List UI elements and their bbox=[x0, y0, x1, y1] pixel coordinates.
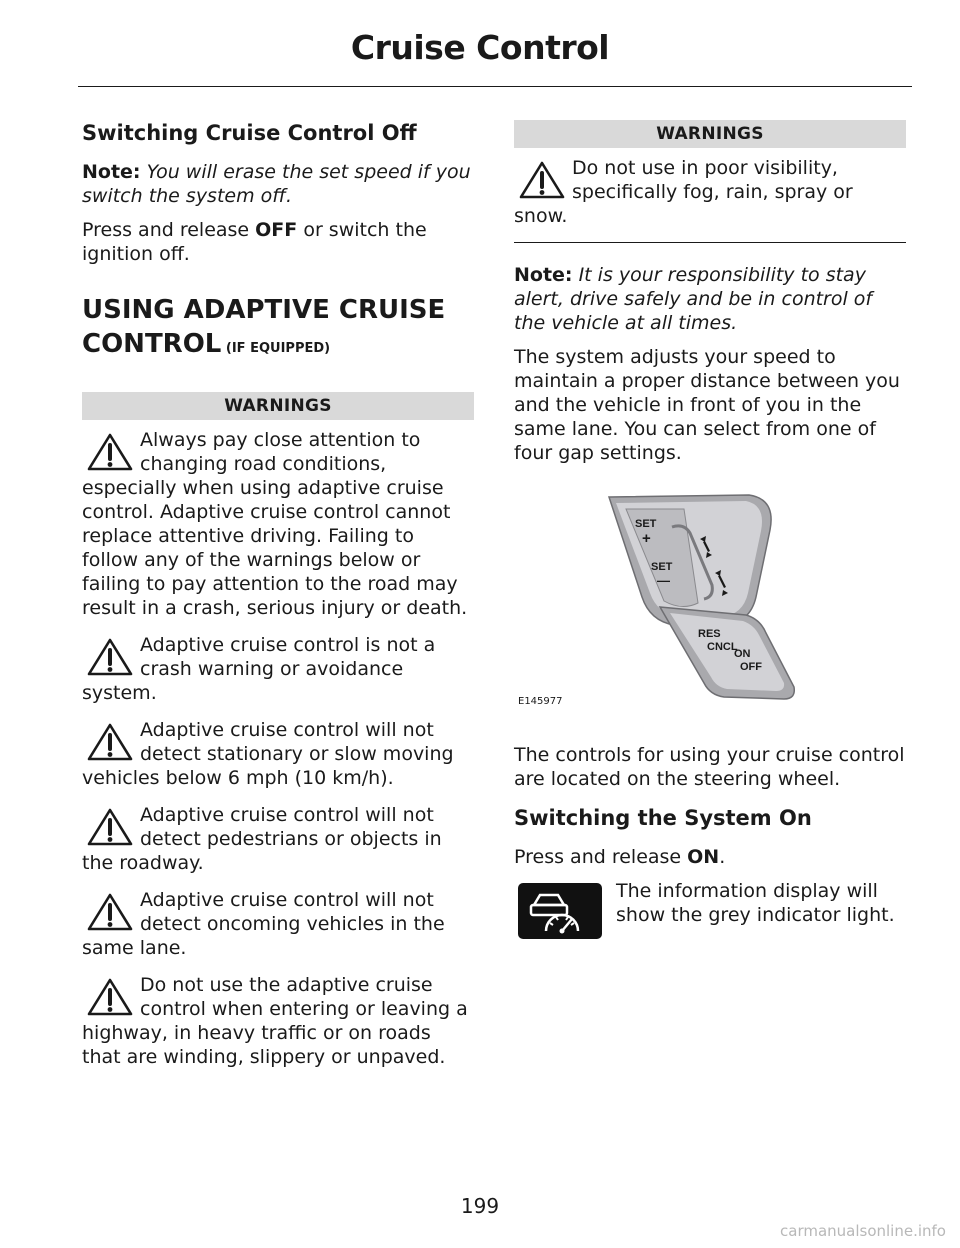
left-column bbox=[82, 120, 474, 1082]
svg-text:—: — bbox=[657, 573, 670, 588]
watermark: carmanualsonline.info bbox=[780, 1222, 946, 1240]
warning-item bbox=[82, 888, 474, 960]
page-number: 199 bbox=[460, 1194, 500, 1218]
adaptive-cruise-indicator-icon bbox=[518, 883, 602, 939]
right-column bbox=[514, 120, 906, 939]
warning-triangle-icon bbox=[86, 807, 134, 847]
key-off: OFF bbox=[255, 219, 298, 242]
press-off-instruction: Press and release OFF or switch the ignition off. bbox=[82, 219, 427, 266]
warning-triangle-icon bbox=[86, 432, 134, 472]
note-erase bbox=[82, 160, 474, 208]
warning-triangle-icon bbox=[86, 637, 134, 677]
warning-item bbox=[82, 718, 474, 790]
system-description: The system adjusts your speed to maintain a proper distance between you and the vehicle in front of you in the same lane. You can select from one of four gap settings. bbox=[514, 346, 900, 464]
set-minus-label: SET bbox=[651, 561, 673, 573]
warning-text: Always pay close attention to changing road conditions, especially when using adaptive cruise control. Adaptive cruise control cannot replace attentive driving. Failing to follow any of the warnings below or failing to pay attention to the road may result in a crash, serious injury or death. bbox=[82, 428, 468, 619]
res-label: RES bbox=[698, 628, 721, 640]
warning-triangle-icon bbox=[86, 892, 134, 932]
header-rule bbox=[78, 86, 912, 87]
set-plus-label: SET bbox=[635, 518, 657, 530]
warning-triangle-icon bbox=[518, 160, 566, 200]
divider bbox=[514, 242, 906, 243]
warning-text: Adaptive cruise control will not detect stationary or slow moving vehicles below 6 mph (10 km/h). bbox=[82, 718, 454, 789]
warning-triangle-icon bbox=[86, 722, 134, 762]
warning-triangle-icon bbox=[86, 977, 134, 1017]
off-label: OFF bbox=[740, 661, 762, 673]
steering-wheel-controls-figure bbox=[514, 475, 906, 735]
press-on-instruction: Press and release ON. bbox=[514, 846, 726, 869]
note-text: You will erase the set speed if you switch the system off. bbox=[82, 161, 471, 208]
warnings-list bbox=[514, 156, 906, 228]
warning-text: Adaptive cruise control will not detect oncoming vehicles in the same lane. bbox=[82, 888, 445, 959]
warning-text: Do not use the adaptive cruise control when entering or leaving a highway, in heavy traffic or on roads that are winding, slippery or unpaved. bbox=[82, 973, 468, 1068]
page-title: Cruise Control bbox=[350, 28, 610, 67]
svg-text:+: + bbox=[642, 530, 651, 547]
note-label: Note: bbox=[514, 264, 573, 286]
on-label: ON bbox=[734, 648, 751, 660]
note-responsibility bbox=[514, 263, 906, 335]
indicator-row bbox=[514, 879, 906, 927]
warning-item bbox=[514, 156, 906, 228]
warnings-list bbox=[82, 428, 474, 1069]
note-label: Note: bbox=[82, 161, 141, 184]
key-on: ON bbox=[687, 846, 720, 869]
warnings-bar: WARNINGS bbox=[514, 120, 906, 148]
warnings-bar: WARNINGS bbox=[82, 392, 474, 420]
warning-item bbox=[82, 973, 474, 1069]
warning-item bbox=[82, 633, 474, 705]
section-heading-acc: USING ADAPTIVE CRUISE CONTROL (IF EQUIPPED) bbox=[82, 295, 446, 360]
warning-text: Adaptive cruise control is not a crash warning or avoidance system. bbox=[82, 633, 436, 704]
cncl-label: CNCL bbox=[707, 641, 738, 653]
figure-code: E145977 bbox=[518, 696, 563, 707]
warning-text: Adaptive cruise control will not detect pedestrians or objects in the roadway. bbox=[82, 803, 442, 874]
section-heading-on: Switching the System On bbox=[514, 806, 812, 830]
controls-location: The controls for using your cruise control are located on the steering wheel. bbox=[514, 744, 905, 790]
cruise-switch-illustration bbox=[514, 475, 906, 735]
warning-text: Do not use in poor visibility, specifically fog, rain, spray or snow. bbox=[514, 157, 853, 227]
section-heading-off: Switching Cruise Control Off bbox=[82, 121, 417, 145]
note-text: It is your responsibility to stay alert, drive safely and be in control of the vehicle at all times. bbox=[514, 264, 873, 334]
warning-item bbox=[82, 428, 474, 620]
indicator-text: The information display will show the grey indicator light. bbox=[616, 880, 895, 927]
warning-item bbox=[82, 803, 474, 875]
if-equipped: (IF EQUIPPED) bbox=[221, 341, 331, 357]
